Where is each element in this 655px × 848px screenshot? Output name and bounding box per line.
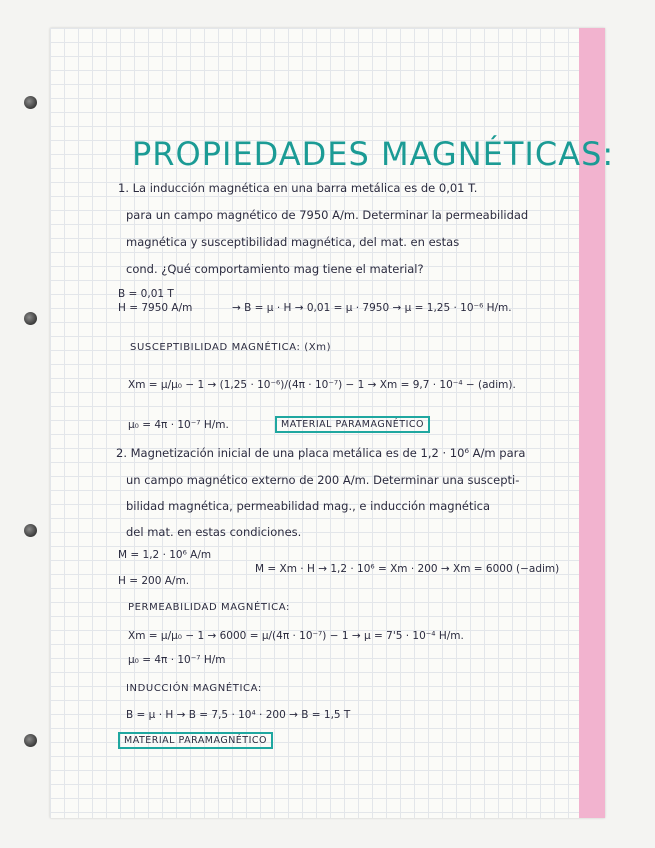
xm-calculation: M = Xm · H → 1,2 · 10⁶ = Xm · 200 → Xm = 6000 (−adim) — [255, 563, 560, 575]
binder-hole — [24, 734, 37, 747]
susceptibility-calculation: Xm = μ/μ₀ − 1 → (1,25 · 10⁻⁶)/(4π · 10⁻⁷) − 1 → Xm = 9,7 · 10⁻⁴ − (adim). — [128, 379, 516, 391]
binder-hole — [24, 312, 37, 325]
mu-calculation: → B = μ · H → 0,01 = μ · 7950 → μ = 1,25 · 10⁻⁶ H/m. — [232, 302, 512, 314]
mu0-value: μ₀ = 4π · 10⁻⁷ H/m. — [128, 419, 229, 431]
problem2-line-1: 2. Magnetización inicial de una placa metálica es de 1,2 · 10⁶ A/m para — [116, 446, 526, 460]
given-m: M = 1,2 · 10⁶ A/m — [118, 549, 212, 561]
permeability-calculation: Xm = μ/μ₀ − 1 → 6000 = μ/(4π · 10⁻⁷) − 1 → μ = 7'5 · 10⁻⁴ H/m. — [128, 630, 464, 642]
problem1-line-3: magnética y susceptibilidad magnética, del mat. en estas — [126, 235, 460, 249]
problem2-line-4: del mat. en estas condiciones. — [126, 525, 302, 539]
susceptibility-heading: SUSCEPTIBILIDAD MAGNÉTICA: (Xm) — [130, 342, 332, 353]
problem1-line-1: 1. La inducción magnética en una barra metálica es de 0,01 T. — [118, 181, 478, 195]
problem2-line-2: un campo magnético externo de 200 A/m. Determinar una suscepti- — [126, 473, 520, 487]
given-h: H = 7950 A/m — [118, 302, 193, 314]
problem1-line-2: para un campo magnético de 7950 A/m. Determinar la permeabilidad — [126, 208, 529, 222]
given-b: B = 0,01 T — [118, 288, 174, 300]
page-title: PROPIEDADES MAGNÉTICAS: — [132, 135, 615, 173]
binder-hole — [24, 96, 37, 109]
binder-hole — [24, 524, 37, 537]
permeability-heading: PERMEABILIDAD MAGNÉTICA: — [128, 602, 290, 613]
problem2-line-3: bilidad magnética, permeabilidad mag., e inducción magnética — [126, 499, 491, 513]
problem1-line-4: cond. ¿Qué comportamiento mag tiene el material? — [126, 262, 424, 276]
induction-heading: INDUCCIÓN MAGNÉTICA: — [126, 683, 262, 694]
mu0-value-2: μ₀ = 4π · 10⁻⁷ H/m — [128, 654, 226, 666]
result-box-2: MATERIAL PARAMAGNÉTICO — [118, 732, 273, 749]
result-box: MATERIAL PARAMAGNÉTICO — [275, 416, 430, 433]
given-h2: H = 200 A/m. — [118, 575, 190, 587]
induction-calculation: B = μ · H → B = 7,5 · 10⁴ · 200 → B = 1,5 T — [126, 709, 351, 721]
